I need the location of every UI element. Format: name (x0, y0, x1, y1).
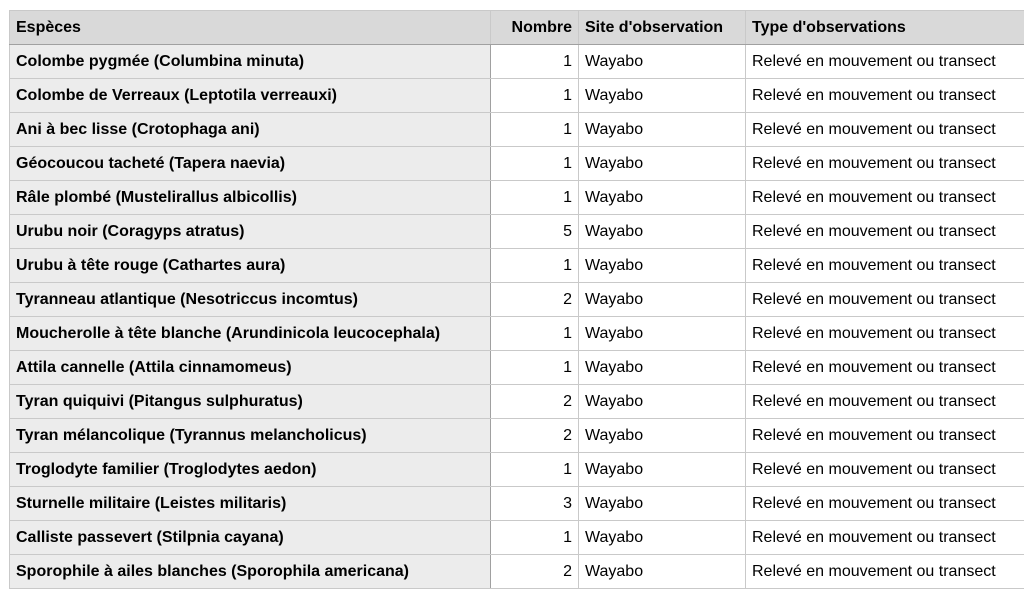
observation-type-cell[interactable]: Relevé en mouvement ou transect (746, 113, 1024, 147)
observation-type-cell[interactable]: Relevé en mouvement ou transect (746, 385, 1024, 419)
species-cell[interactable]: Tyran quiquivi (Pitangus sulphuratus) (10, 385, 491, 419)
site-cell[interactable]: Wayabo (579, 181, 746, 215)
table-row (10, 487, 1024, 521)
count-cell[interactable]: 1 (491, 249, 579, 283)
observation-type-cell[interactable]: Relevé en mouvement ou transect (746, 249, 1024, 283)
table-row (10, 521, 1024, 555)
observation-type-cell[interactable]: Relevé en mouvement ou transect (746, 147, 1024, 181)
table-row (10, 181, 1024, 215)
site-cell[interactable]: Wayabo (579, 453, 746, 487)
header-count[interactable]: Nombre (491, 11, 579, 45)
site-cell[interactable]: Wayabo (579, 385, 746, 419)
table-row (10, 351, 1024, 385)
species-cell[interactable]: Tyranneau atlantique (Nesotriccus incomtus) (10, 283, 491, 317)
species-cell[interactable]: Sporophile à ailes blanches (Sporophila americana) (10, 555, 491, 589)
observation-type-cell[interactable]: Relevé en mouvement ou transect (746, 419, 1024, 453)
header-species[interactable]: Espèces (10, 11, 491, 45)
observation-type-cell[interactable]: Relevé en mouvement ou transect (746, 45, 1024, 79)
observations-table (9, 10, 1024, 589)
species-cell[interactable]: Troglodyte familier (Troglodytes aedon) (10, 453, 491, 487)
species-cell[interactable]: Urubu noir (Coragyps atratus) (10, 215, 491, 249)
count-cell[interactable]: 2 (491, 419, 579, 453)
table-row (10, 79, 1024, 113)
table-header (10, 11, 1024, 45)
count-cell[interactable]: 2 (491, 555, 579, 589)
site-cell[interactable]: Wayabo (579, 147, 746, 181)
observation-type-cell[interactable]: Relevé en mouvement ou transect (746, 555, 1024, 589)
observation-type-cell[interactable]: Relevé en mouvement ou transect (746, 215, 1024, 249)
species-cell[interactable]: Géocoucou tacheté (Tapera naevia) (10, 147, 491, 181)
table-row (10, 385, 1024, 419)
site-cell[interactable]: Wayabo (579, 317, 746, 351)
species-cell[interactable]: Moucherolle à tête blanche (Arundinicola leucocephala) (10, 317, 491, 351)
site-cell[interactable]: Wayabo (579, 79, 746, 113)
table-body (10, 45, 1024, 589)
table-row (10, 147, 1024, 181)
spreadsheet-view (9, 10, 1024, 613)
site-cell[interactable]: Wayabo (579, 487, 746, 521)
count-cell[interactable]: 1 (491, 79, 579, 113)
species-cell[interactable]: Colombe de Verreaux (Leptotila verreauxi) (10, 79, 491, 113)
table-row (10, 283, 1024, 317)
site-cell[interactable]: Wayabo (579, 45, 746, 79)
count-cell[interactable]: 3 (491, 487, 579, 521)
site-cell[interactable]: Wayabo (579, 555, 746, 589)
observation-type-cell[interactable]: Relevé en mouvement ou transect (746, 79, 1024, 113)
site-cell[interactable]: Wayabo (579, 351, 746, 385)
species-cell[interactable]: Râle plombé (Mustelirallus albicollis) (10, 181, 491, 215)
site-cell[interactable]: Wayabo (579, 521, 746, 555)
site-cell[interactable]: Wayabo (579, 249, 746, 283)
count-cell[interactable]: 1 (491, 113, 579, 147)
header-row (10, 11, 1024, 45)
count-cell[interactable]: 5 (491, 215, 579, 249)
species-cell[interactable]: Colombe pygmée (Columbina minuta) (10, 45, 491, 79)
table-row (10, 419, 1024, 453)
species-cell[interactable]: Attila cannelle (Attila cinnamomeus) (10, 351, 491, 385)
observation-type-cell[interactable]: Relevé en mouvement ou transect (746, 283, 1024, 317)
table-row (10, 555, 1024, 589)
table-row (10, 215, 1024, 249)
count-cell[interactable]: 1 (491, 147, 579, 181)
count-cell[interactable]: 2 (491, 283, 579, 317)
site-cell[interactable]: Wayabo (579, 419, 746, 453)
species-cell[interactable]: Calliste passevert (Stilpnia cayana) (10, 521, 491, 555)
table-row (10, 113, 1024, 147)
table-row (10, 453, 1024, 487)
count-cell[interactable]: 1 (491, 181, 579, 215)
observation-type-cell[interactable]: Relevé en mouvement ou transect (746, 181, 1024, 215)
count-cell[interactable]: 2 (491, 385, 579, 419)
observation-type-cell[interactable]: Relevé en mouvement ou transect (746, 351, 1024, 385)
header-site[interactable]: Site d'observation (579, 11, 746, 45)
species-cell[interactable]: Tyran mélancolique (Tyrannus melancholicus) (10, 419, 491, 453)
observation-type-cell[interactable]: Relevé en mouvement ou transect (746, 317, 1024, 351)
site-cell[interactable]: Wayabo (579, 113, 746, 147)
site-cell[interactable]: Wayabo (579, 283, 746, 317)
table-row (10, 317, 1024, 351)
observation-type-cell[interactable]: Relevé en mouvement ou transect (746, 453, 1024, 487)
count-cell[interactable]: 1 (491, 45, 579, 79)
count-cell[interactable]: 1 (491, 317, 579, 351)
species-cell[interactable]: Urubu à tête rouge (Cathartes aura) (10, 249, 491, 283)
header-type[interactable]: Type d'observations (746, 11, 1024, 45)
site-cell[interactable]: Wayabo (579, 215, 746, 249)
species-cell[interactable]: Sturnelle militaire (Leistes militaris) (10, 487, 491, 521)
species-cell[interactable]: Ani à bec lisse (Crotophaga ani) (10, 113, 491, 147)
observation-type-cell[interactable]: Relevé en mouvement ou transect (746, 521, 1024, 555)
table-row (10, 45, 1024, 79)
count-cell[interactable]: 1 (491, 351, 579, 385)
count-cell[interactable]: 1 (491, 521, 579, 555)
table-row (10, 249, 1024, 283)
count-cell[interactable]: 1 (491, 453, 579, 487)
observation-type-cell[interactable]: Relevé en mouvement ou transect (746, 487, 1024, 521)
